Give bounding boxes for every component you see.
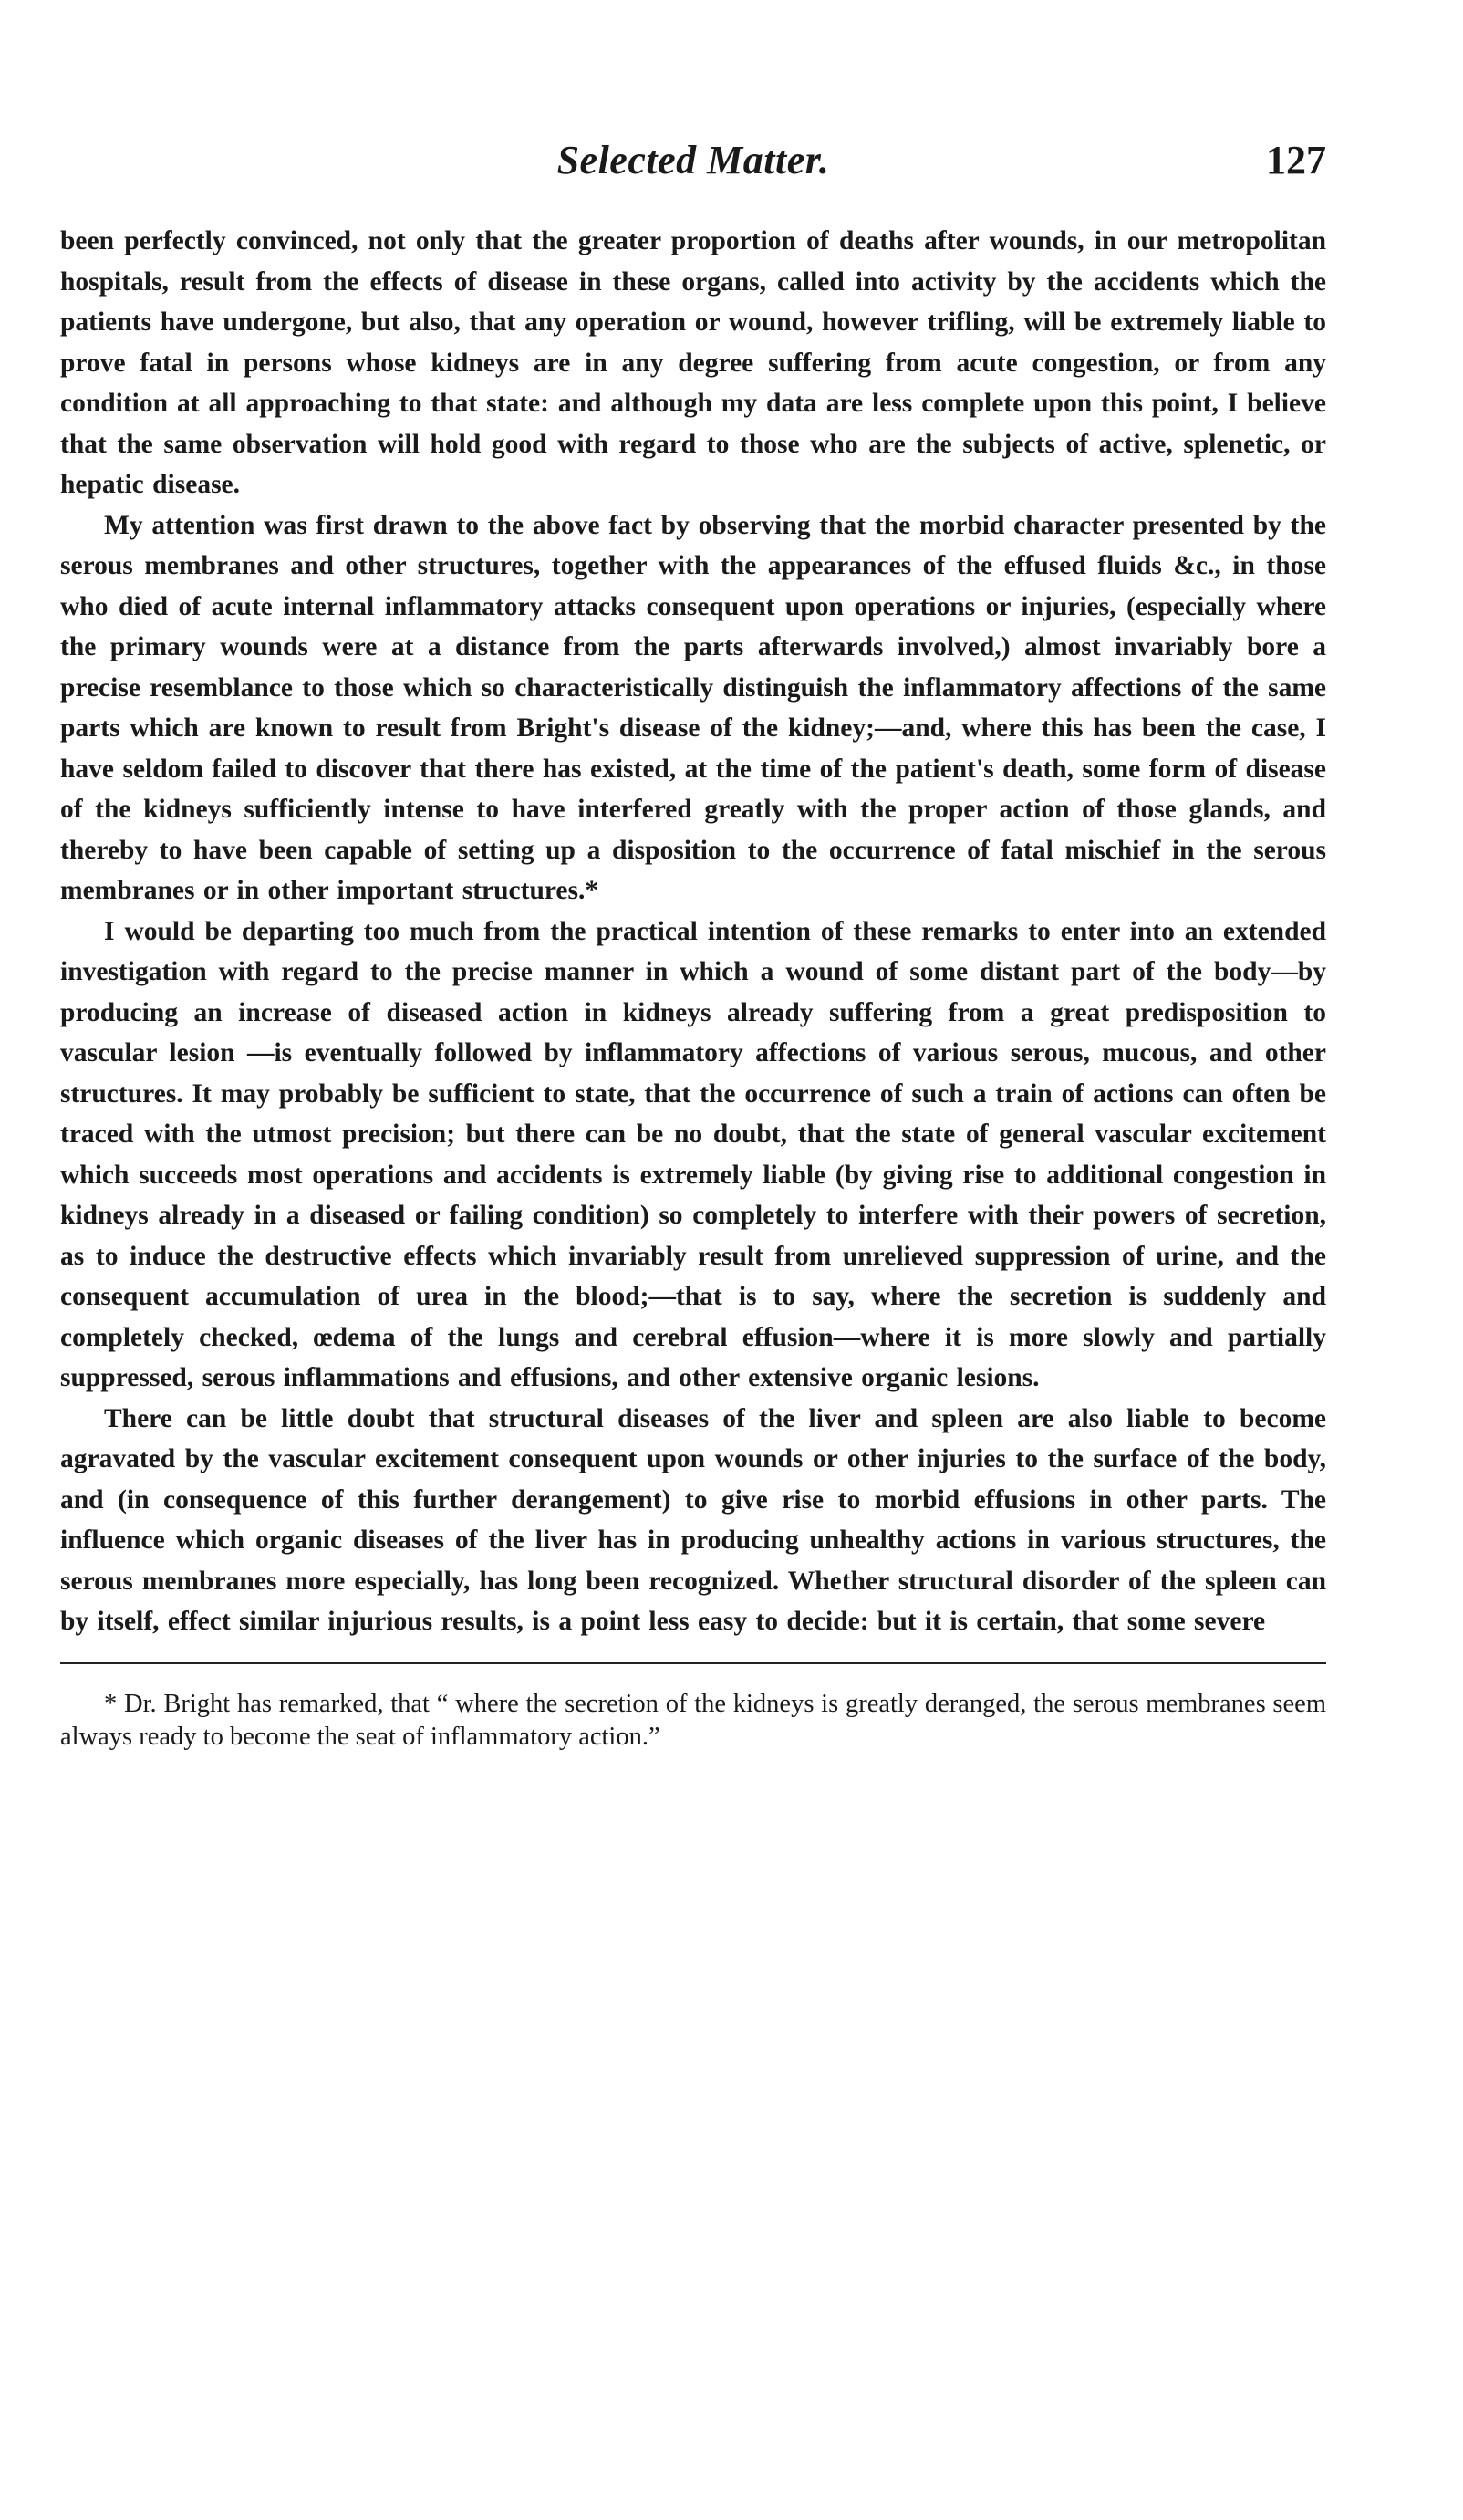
paragraph: My attention was first drawn to the above fact by observing that the morbid character presented by the serous membranes and other structures, together with the appearances of the effused fluids &c., in those who died of acute internal inflammatory attacks consequent upon operations or injuries, (especially where the primary wounds were at a distance from the parts afterwards involved,) almost invariably bore a precise resemblance to those which so characteristically distinguish the inflammatory affections of the same parts which are known to result from Bright's disease of the kidney;—and, where this has been the case, I have seldom failed to discover that there has existed, at the time of the patient's death, some form of disease of the kidneys sufficiently intense to have interfered greatly with the proper action of those glands, and thereby to have been capable of setting up a disposition to the occurrence of fatal mischief in the serous membranes or in other important structures.* xyxy=(60,510,1326,905)
page-number: 127 xyxy=(1266,138,1326,182)
book-page xyxy=(60,137,1326,1754)
paragraph-continued: been perfectly convinced, not only that the greater proportion of deaths after wounds, in our metropolitan hospitals, result from the effects of disease in these organs, called into activity by the accidents which the patients have undergone, but also, that any operation or wound, however trifling, will be extremely liable to prove fatal in persons whose kidneys are in any degree suffering from acute congestion, or from any condition at all approaching to that state: and although my data are less complete upon this point, I believe that the same observation will hold good with regard to those who are the subjects of active, splenetic, or hepatic disease. xyxy=(60,226,1326,499)
footnote-rule xyxy=(60,1662,1326,1664)
running-title: Selected Matter. xyxy=(556,138,830,182)
paragraph: There can be little doubt that structural diseases of the liver and spleen are also liable to become agravated by the vascular excitement consequent upon wounds or other injuries to the surface of the body, and (in consequence of this further derangement) to give rise to morbid effusions in other parts. The influence which organic diseases of the liver has in producing unhealthy actions in various structures, the serous membranes more especially, has long been recognized. Whether structural disorder of the spleen can by itself, effect similar injurious results, is a point less easy to decide: but it is certain, that some severe xyxy=(60,1403,1326,1636)
paragraph: I would be departing too much from the practical intention of these remarks to enter into an extended investigation with regard to the precise manner in which a wound of some distant part of the body—by producing an increase of diseased action in kidneys already suffering from a great predisposition to vascular lesion —is eventually followed by inflammatory affections of various serous, mucous, and other structures. It may probably be sufficient to state, that the occurrence of such a train of actions can often be traced with the utmost precision; but there can be no doubt, that the state of general vascular excitement which succeeds most operations and accidents is extremely liable (by giving rise to additional congestion in kidneys already in a diseased or failing condition) so completely to interfere with their powers of secretion, as to induce the destructive effects which invariably result from unrelieved suppression of urine, and the consequent accumulation of urea in the blood;—that is to say, where the secretion is suddenly and completely checked, œdema of the lungs and cerebral effusion—where it is more slowly and partially suppressed, serous inflammations and effusions, and other extensive organic lesions. xyxy=(60,916,1326,1392)
footnote: * Dr. Bright has remarked, that “ where the secretion of the kidneys is greatly deranged, the serous membranes seem always ready to become the seat of inflammatory action.” xyxy=(60,1689,1326,1751)
body-text xyxy=(60,221,1326,1642)
running-head xyxy=(60,137,1326,210)
